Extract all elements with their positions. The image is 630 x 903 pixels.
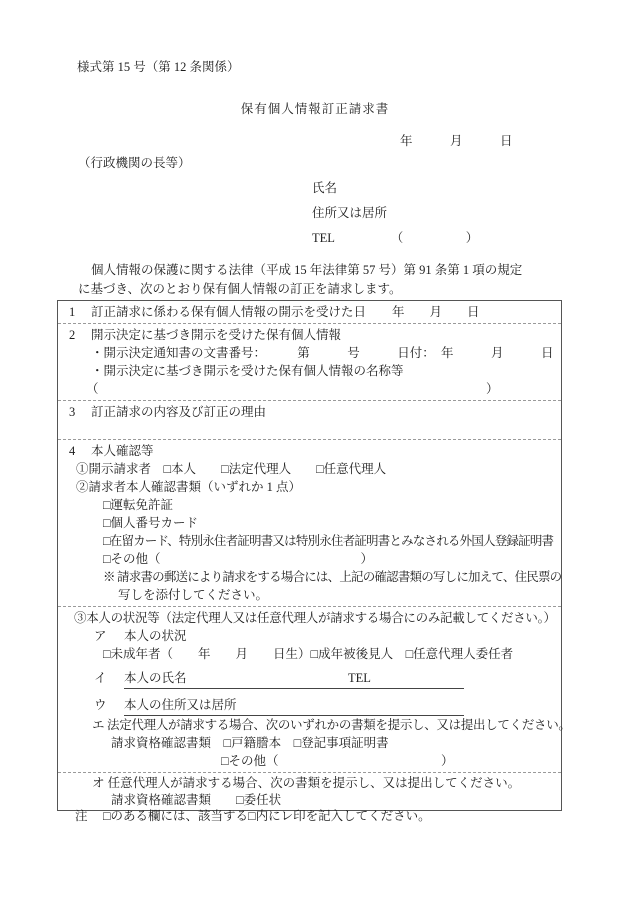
intro-line-1: 個人情報の保護に関する法律（平成 15 年法律第 57 号）第 91 条第 1 項の規定 — [91, 263, 523, 277]
principal-tel-field: TEL — [348, 669, 464, 689]
row2-document-number-line: ・開示決定通知書の文書番号： 第 号 日付： 年 月 日 — [91, 346, 554, 360]
footnote-text: □のある欄には、該当する□内にレ印を記入してください。 — [103, 809, 431, 823]
row3-blank-space — [58, 421, 561, 437]
item-a-label: 本人の状況 — [124, 629, 187, 643]
checkbox-registry-certificate: □登記事項証明書 — [293, 736, 389, 750]
mail-request-note-line-2: 写しを添付してください。 — [118, 588, 269, 602]
row-disclosed-information — [58, 323, 561, 400]
row4-number: 4 — [69, 444, 76, 458]
checkbox-mynumber-card: □個人番号カード — [103, 516, 199, 530]
intro-line-2: に基づき、次のとおり保有個人情報の訂正を請求します。 — [78, 282, 402, 296]
row3-number: 3 — [69, 405, 76, 419]
requester-type-checkboxes: ①開示請求者 □本人 □法定代理人 □任意代理人 — [76, 462, 387, 476]
form-number: 様式第 15 号（第 12 条関係） — [77, 60, 240, 74]
date-line: 年 月 日 — [400, 134, 513, 148]
footnote-label: 注 — [75, 809, 88, 823]
tel-label: TEL （ ） — [312, 231, 479, 245]
row4-title: 本人確認等 — [91, 444, 154, 458]
checkbox-power-of-attorney: □委任状 — [236, 792, 282, 807]
principal-address-field: 本人の住所又は居所 — [124, 696, 464, 716]
checkbox-legal-rep-other: □その他（ ） — [221, 754, 454, 768]
identity-documents-title: ②請求者本人確認書類（いずれか 1 点） — [76, 480, 302, 494]
row-correction-content-reason — [58, 400, 561, 439]
principal-name-field: 本人の氏名 — [124, 669, 348, 689]
e-docs-label: 請求資格確認書類 — [111, 736, 212, 750]
sender-block — [312, 176, 478, 251]
row1-number: 1 — [69, 305, 76, 319]
item-i-principal-name — [58, 669, 561, 689]
addressee-label: （行政機関の長等） — [78, 156, 191, 170]
name-label: 氏名 — [312, 181, 338, 195]
legal-representative-documents — [58, 734, 561, 752]
item-u-kana: ウ — [94, 698, 107, 712]
footnote — [75, 806, 431, 824]
item-e-legal-representative-note: エ 法定代理人が請求する場合、次のいずれかの書類を提示し、又は提出してください。 — [92, 718, 571, 732]
address-label: 住所又は居所 — [312, 206, 388, 220]
row-voluntary-representative — [58, 772, 561, 810]
mail-request-note-line-1: ※ 請求書の郵送により請求をする場合には、上記の確認書類の写しに加えて、住民票の — [103, 570, 562, 584]
item-u-principal-address — [58, 696, 561, 716]
checkbox-drivers-license: □運転免許証 — [103, 498, 174, 512]
row-disclosure-received-date — [58, 301, 561, 323]
principal-status-checkboxes: □未成年者（ 年 月 日生）□成年被後見人 □任意代理人委任者 — [103, 647, 514, 661]
row1-date-blanks: 年 月 日 — [392, 305, 480, 319]
row1-label: 訂正請求に係わる保有個人情報の開示を受けた日 — [91, 305, 367, 319]
checkbox-family-register: □戸籍謄本 — [223, 736, 282, 750]
o-docs-label: 請求資格確認書類 — [111, 792, 212, 807]
intro-paragraph — [78, 261, 578, 299]
row2-number: 2 — [69, 328, 76, 342]
row-identity-confirmation — [58, 439, 561, 606]
principal-situation-title: ③本人の状況等（法定代理人又は任意代理人が請求する場合にのみ記載してください。） — [74, 611, 556, 625]
checkbox-residence-card: □在留カード、特別永住者証明書又は特別永住者証明書とみなされる外国人登録証明書 — [103, 534, 554, 548]
checkbox-other-document: □その他（ ） — [103, 552, 374, 566]
row2-title: 開示決定に基づき開示を受けた保有個人情報 — [91, 328, 342, 342]
item-o-voluntary-representative-note: オ 任意代理人が請求する場合、次の書類を提示し、又は提出してください。 — [92, 776, 521, 790]
request-form-table — [57, 300, 571, 811]
row3-title: 訂正請求の内容及び訂正の理由 — [91, 405, 267, 419]
document-title: 保有個人情報訂正請求書 — [240, 102, 390, 116]
item-i-kana: イ — [94, 671, 107, 685]
row2-name-blank-parentheses: （ ） — [86, 382, 499, 396]
row2-information-name-line: ・開示決定に基づき開示を受けた保有個人情報の名称等 — [91, 364, 404, 378]
row-principal-situation — [58, 606, 571, 772]
item-a-kana: ア — [94, 629, 107, 643]
item-a-principal-status — [58, 627, 561, 645]
